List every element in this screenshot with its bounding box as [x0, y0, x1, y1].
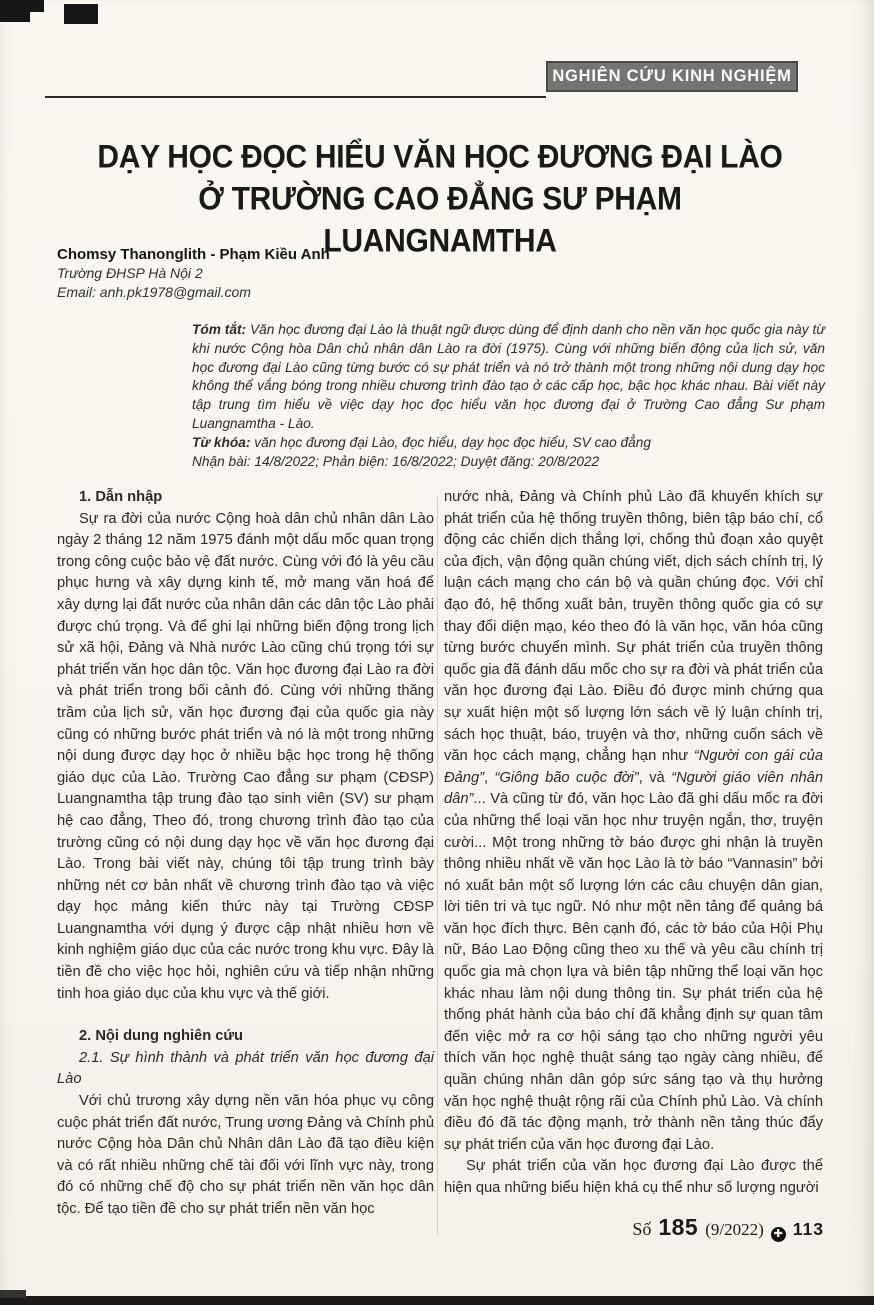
paragraph-right-1: nước nhà, Đảng và Chính phủ Lào đã khuyến khích sự phát triển của hệ thống truyền thông, biên tập báo chí, cổ động các chiến dịch thắng lợi, chống thủ đoạn xảo quyệt của địch, vận động quần chúng viết, dịch sách chính trị, lý luận cách mạng cho cán bộ và quần chúng đọc. Với chỉ đạo đó, hệ thống xuất bản, truyền thông quốc gia có sự thay đổi diện mạo, kéo theo đó là văn học, văn hóa cũng từng bước chuyển mình. Sự phát triển của truyền thông quốc gia đã đánh dấu mốc cho sự ra đời và phát triển của văn học đương đại Lào. Điều đó được minh chứng qua sự xuất hiện một số lượng lớn sách về lý luận chính trị, sách học thuật, báo, truyện và thơ, những cuốn sách về văn học cách mạng, chẳng hạn như “Người con gái của Đảng”, “Giông bão cuộc đời”, và “Người giáo viên nhân dân”... Và cũng từ đó, văn học Lào đã ghi dấu mốc ra đời của những thể loại văn học như truyện ngắn, thơ, truyện cười... Một trong những tờ báo được ghi nhận là truyền thông nhiều nhất về văn học Lào là tờ báo “Vannasin” bởi nó xuất bản một số lượng lớn các câu chuyện dân gian, lời tiên tri và tục ngữ. Nó như một nền tảng để quảng bá văn học đích thực. Bên cạnh đó, các tờ báo của Hội Phụ nữ, Báo Lao Động cũng theo xu thế và yêu cầu chính trị quốc gia mà chọn lựa và biên tập những thể loại văn học khác nhau làm nội dung thông tin. Sự phát triển của hệ thống phát hành của báo chí đã khẳng định sự quan tâm đến việc mở ra cơ hội sáng tạo cho những người yêu thích văn học nghệ thuật sáng tạo ngày càng nhiều, để quần chúng nhân dân góp sức sáng tạo và thụ hưởng văn học nghệ thuật rộng rãi của Chính phủ Lào. Và chính điều đó đã tác động mạnh, trở thành nền tảng thúc đẩy sự phát triển của văn học đương đại Lào.	[444, 489, 823, 1153]
body-column-left	[57, 487, 434, 1221]
author-block	[57, 245, 477, 302]
abstract-paragraph	[192, 321, 825, 434]
page-footer	[400, 1214, 824, 1241]
paragraph-intro: Sự ra đời của nước Cộng hoà dân chủ nhân dân Lào ngày 2 tháng 12 năm 1975 đánh một dấu mốc quan trọng trong công cuộc bảo vệ đất nước. Cùng với đó là yêu cầu phục hưng và xây dựng kinh tế, mở mang văn hoá để xây dựng lại đất nước của nhân dân các dân tộc Lào phải được chú trọng. Và để ghi lại những biến động trong lịch sử xã hội, Đảng và Nhà nước Lào cũng chú trọng tới sự phát triển văn học dân tộc. Văn học đương đại Lào ra đời và phát triển trong bối cảnh đó. Cùng với những thăng trầm của lịch sử, văn học đương đại của quốc gia này cũng có những bước phát triển và nó là một trong những nội dung được dạy học ở nhiều bậc học trong hệ thống giáo dục của Lào. Trường Cao đẳng sư phạm (CĐSP) Luangnamtha tập trung đào tạo sinh viên (SV) sư phạm hệ cao đẳng, Theo đó, trong chương trình đào tạo của trường cũng có nội dung dạy học về văn học đương đại Lào. Trong bài viết này, chúng tôi tập trung trình bày những nét cơ bản nhất về chương trình đào tạo và việc dạy học mảng kiến thức này tại Trường CĐSP Luangnamtha với dụng ý được cập nhật nhiều hơn về kinh nghiệm giáo dục của các nước trong khu vực. Đây là tiền đề cho việc học hỏi, nghiên cứu và tiếp nhận những tinh hoa giáo dục của khu vực và thế giới.	[57, 510, 434, 1002]
section-heading-2: 2. Nội dung nghiên cứu	[79, 1028, 244, 1045]
article-title-line1: DẠY HỌC ĐỌC HIỂU VĂN HỌC ĐƯƠNG ĐẠI LÀO	[97, 139, 783, 175]
subsection-heading-2-1: 2.1. Sự hình thành và phát triển văn học đương đại Lào	[57, 1049, 434, 1088]
scan-artifact	[64, 4, 98, 24]
page-bottom-edge	[0, 1296, 874, 1305]
submission-dates: Nhận bài: 14/8/2022; Phản biện: 16/8/2022; Duyệt đăng: 20/8/2022	[192, 453, 600, 469]
author-names: Chomsy Thanonglith - Phạm Kiều Anh	[57, 246, 330, 263]
keywords-text: văn học đương đại Lào, đọc hiểu, dạy học đọc hiểu, SV cao đẳng	[250, 434, 651, 450]
paragraph-left-2: Với chủ trương xây dựng nền văn hóa phục vụ công cuộc phát triển đất nước, Trung ương Đảng và Chính phủ nước Cộng hòa Dân chủ Nhân dân Lào đã tạo điều kiện và có rất nhiều những chế tài đối với lĩnh vực này, trong đó có những chế độ cho sự phát triển nền văn học dân tộc. Để tạo tiền đề cho sự phát triển nền văn học	[57, 1093, 434, 1217]
issue-number: 185	[658, 1214, 699, 1240]
section-badge	[546, 61, 798, 92]
paragraph-right-2: Sự phát triển của văn học đương đại Lào được thể hiện qua những biểu hiện khá cụ thể như số lượng người	[444, 1158, 823, 1196]
section-heading-1: 1. Dẫn nhập	[79, 489, 163, 505]
cross-circle-icon: ✚	[771, 1227, 786, 1242]
article-title	[90, 136, 790, 262]
column-divider	[437, 497, 438, 1235]
abstract-label: Tóm tắt:	[192, 322, 247, 337]
abstract-block	[192, 321, 825, 471]
page-number: 113	[792, 1219, 824, 1239]
scan-artifact	[0, 0, 30, 22]
keywords-label: Từ khóa:	[192, 434, 251, 450]
abstract-text: Văn học đương đại Lào là thuật ngữ được dùng để định danh cho nền văn học quốc gia này từ khi nước Cộng hòa Dân chủ nhân dân Lào ra đời (1975). Cùng với những biến động của lịch sử, văn học đương đại Lào cũng từng bước có sự phát triển và nó trở thành một trong những nội dung dạy học không thể vắng bóng trong nhiều chương trình đào tạo ở các cấp học, bậc học khác nhau. Bài viết này tập trung tìm hiểu về việc dạy học đọc hiểu văn học đương đại ở Trường Cao đẳng Sư phạm Luangnamtha - Lào.	[192, 322, 826, 431]
scan-artifact	[0, 1290, 26, 1298]
body-column-right	[444, 487, 823, 1200]
scan-artifact	[30, 0, 44, 12]
author-email: Email: anh.pk1978@gmail.com	[57, 284, 251, 300]
section-badge-label: NGHIÊN CỨU KINH NGHIỆM	[552, 67, 792, 85]
keywords-line	[192, 434, 825, 453]
header-rule	[45, 96, 546, 98]
article-title-line2: Ở TRƯỜNG CAO ĐẲNG SƯ PHẠM LUANGNAMTHA	[198, 181, 682, 260]
issue-label: Số	[632, 1219, 652, 1239]
issue-date: (9/2022)	[705, 1220, 764, 1239]
author-affiliation: Trường ĐHSP Hà Nội 2	[57, 265, 203, 281]
